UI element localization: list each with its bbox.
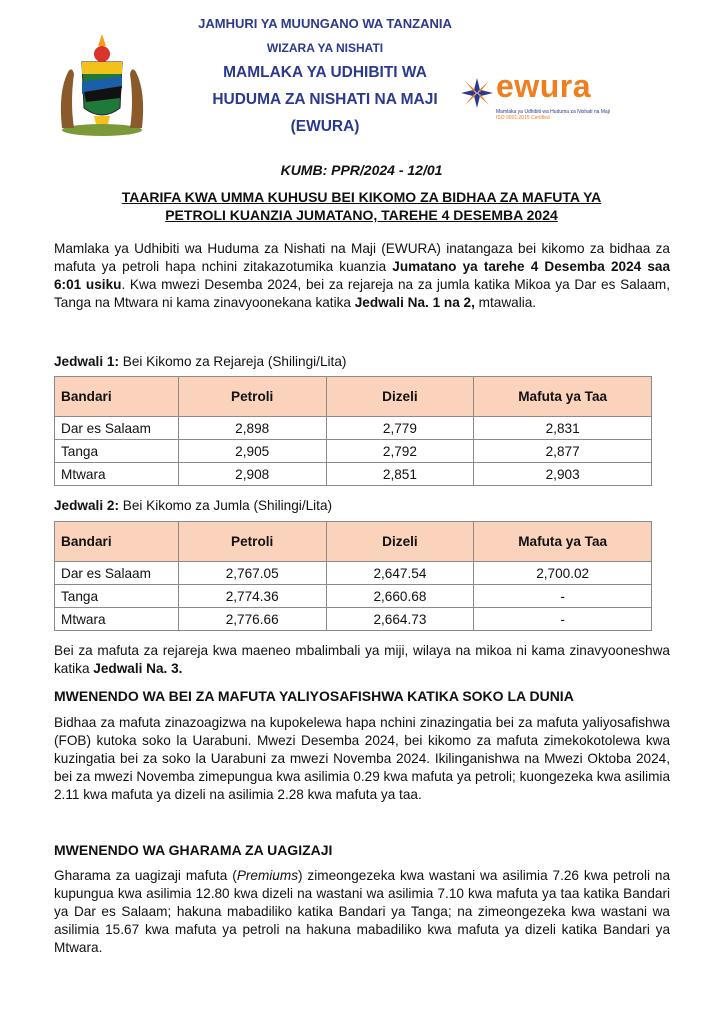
column-header: Bandari (55, 377, 179, 417)
table-row (55, 608, 652, 631)
table2-caption: Jedwali 2: Bei Kikomo za Jumla (Shilingi/Lita) (54, 498, 333, 513)
world-market-paragraph: Bidhaa za mafuta zinazoagizwa na kupokelewa hapa nchini zinazingatia bei za mafuta yaliyosafishwa (FOB) kutoka soko la Uarabuni. Mwezi Desemba 2024, bei kikomo za mafuta zimekokotolewa kwa kuzingatia bei za soko la Uarabuni za mwezi Novemba 2024. Ikilinganishwa na Mwezi Oktoba 2024, bei za mwezi Novemba zimepungua kwa asilimia 0.29 kwa mafuta ya petroli; kuongezeka kwa asilimia 2.11 kwa mafuta ya dizeli na asilimia 2.28 kwa mafuta ya taa. (54, 715, 670, 802)
table-cell: Dar es Salaam (55, 562, 179, 585)
letterhead-text (170, 14, 480, 139)
column-header: Bandari (55, 522, 179, 562)
column-header: Mafuta ya Taa (474, 522, 652, 562)
table-row (55, 562, 652, 585)
table-row (55, 417, 652, 440)
table3-reference-paragraph: Bei za mafuta za rejareja kwa maeneo mbalimbali ya miji, wilaya na mikoa ni kama zinavyooneshwa katika Jedwali Na. 3. (54, 643, 670, 676)
table-cell: 2,877 (474, 440, 652, 463)
authority-acronym: (EWURA) (290, 118, 360, 135)
ewura-logo-word: ewura (496, 68, 591, 104)
table-row (55, 463, 652, 486)
ministry-name: WIZARA YA NISHATI (266, 41, 384, 55)
table-cell: - (474, 608, 652, 631)
column-header: Petroli (178, 522, 326, 562)
table-cell: 2,898 (178, 417, 326, 440)
table-cell: 2,776.66 (178, 608, 326, 631)
table-cell: 2,831 (474, 417, 652, 440)
table-cell: Mtwara (55, 608, 179, 631)
table-cell: 2,660.68 (326, 585, 474, 608)
table-cell: 2,905 (178, 440, 326, 463)
table-cell: Dar es Salaam (55, 417, 179, 440)
table-cell: 2,908 (178, 463, 326, 486)
wholesale-price-table (54, 521, 652, 631)
table-header-row (55, 522, 652, 562)
retail-price-table (54, 376, 652, 486)
coat-of-arms-emblem (48, 32, 156, 140)
table-cell: 2,851 (326, 463, 474, 486)
import-costs-paragraph: Gharama za uagizaji mafuta (Premiums) zimeongezeka kwa wastani wa asilimia 7.26 kwa petroli na kupungua kwa asilimia 12.80 kwa dizeli na wastani wa asilimia 7.10 kwa mafuta ya taa katika Bandari ya Dar es Salaam; hakuna mabadiliko katika Bandari ya Tanga; na zimeongezeka kwa wastani wa asilimia 15.67 kwa mafuta ya petroli na hakuna mabadiliko kwa mafuta ya dizeli katika Bandari ya Mtwara. (54, 868, 671, 955)
table-header-row (55, 377, 652, 417)
ewura-star-icon (458, 76, 496, 110)
letterhead (0, 0, 723, 150)
reference-number: KUMB: PPR/2024 - 12/01 (280, 162, 443, 178)
table-cell: 2,664.73 (326, 608, 474, 631)
table-cell: 2,903 (474, 463, 652, 486)
table-cell: 2,779 (326, 417, 474, 440)
ewura-logo-subtitle: Mamlaka ya Udhibiti wa Huduma za Nishati na Maji ISO 9001:2015 Certified (496, 109, 610, 121)
authority-name-line1: MAMLAKA YA UDHIBITI WA (223, 64, 427, 81)
table-cell: 2,647.54 (326, 562, 474, 585)
table-cell: - (474, 585, 652, 608)
table1-caption: Jedwali 1: Bei Kikomo za Rejareja (Shilingi/Lita) (54, 354, 347, 369)
table-row (55, 440, 652, 463)
section-heading-import-costs: MWENENDO WA GHARAMA ZA UAGIZAJI (54, 842, 333, 858)
country-name: JAMHURI YA MUUNGANO WA TANZANIA (198, 16, 452, 31)
table-row (55, 585, 652, 608)
table-cell: 2,700.02 (474, 562, 652, 585)
document-title: TAARIFA KWA UMMA KUHUSU BEI KIKOMO ZA BIDHAA ZA MAFUTA YA PETROLI KUANZIA JUMATANO, TAREHE 4 DESEMBA 2024 (121, 189, 602, 223)
table-cell: 2,767.05 (178, 562, 326, 585)
column-header: Petroli (178, 377, 326, 417)
intro-paragraph: Mamlaka ya Udhibiti wa Huduma za Nishati na Maji (EWURA) inatangaza bei kikomo za bidhaa za mafuta ya petroli hapa nchini zitakazotumika kuanzia Jumatano ya tarehe 4 Desemba 2024 saa 6:01 usiku. Kwa mwezi Desemba 2024, bei za rejareja na za jumla katika Mikoa ya Dar es Salaam, Tanga na Mtwara ni kama zinavyoonekana katika Jedwali Na. 1 na 2, mtawalia. (54, 241, 671, 310)
column-header: Dizeli (326, 377, 474, 417)
table-cell: Tanga (55, 585, 179, 608)
table-cell: 2,774.36 (178, 585, 326, 608)
column-header: Mafuta ya Taa (474, 377, 652, 417)
authority-name-line2: HUDUMA ZA NISHATI NA MAJI (212, 91, 438, 108)
column-header: Dizeli (326, 522, 474, 562)
ewura-logo (458, 68, 618, 126)
table-cell: Mtwara (55, 463, 179, 486)
section-heading-world-market: MWENENDO WA BEI ZA MAFUTA YALIYOSAFISHWA KATIKA SOKO LA DUNIA (54, 688, 574, 704)
table-cell: 2,792 (326, 440, 474, 463)
table-cell: Tanga (55, 440, 179, 463)
